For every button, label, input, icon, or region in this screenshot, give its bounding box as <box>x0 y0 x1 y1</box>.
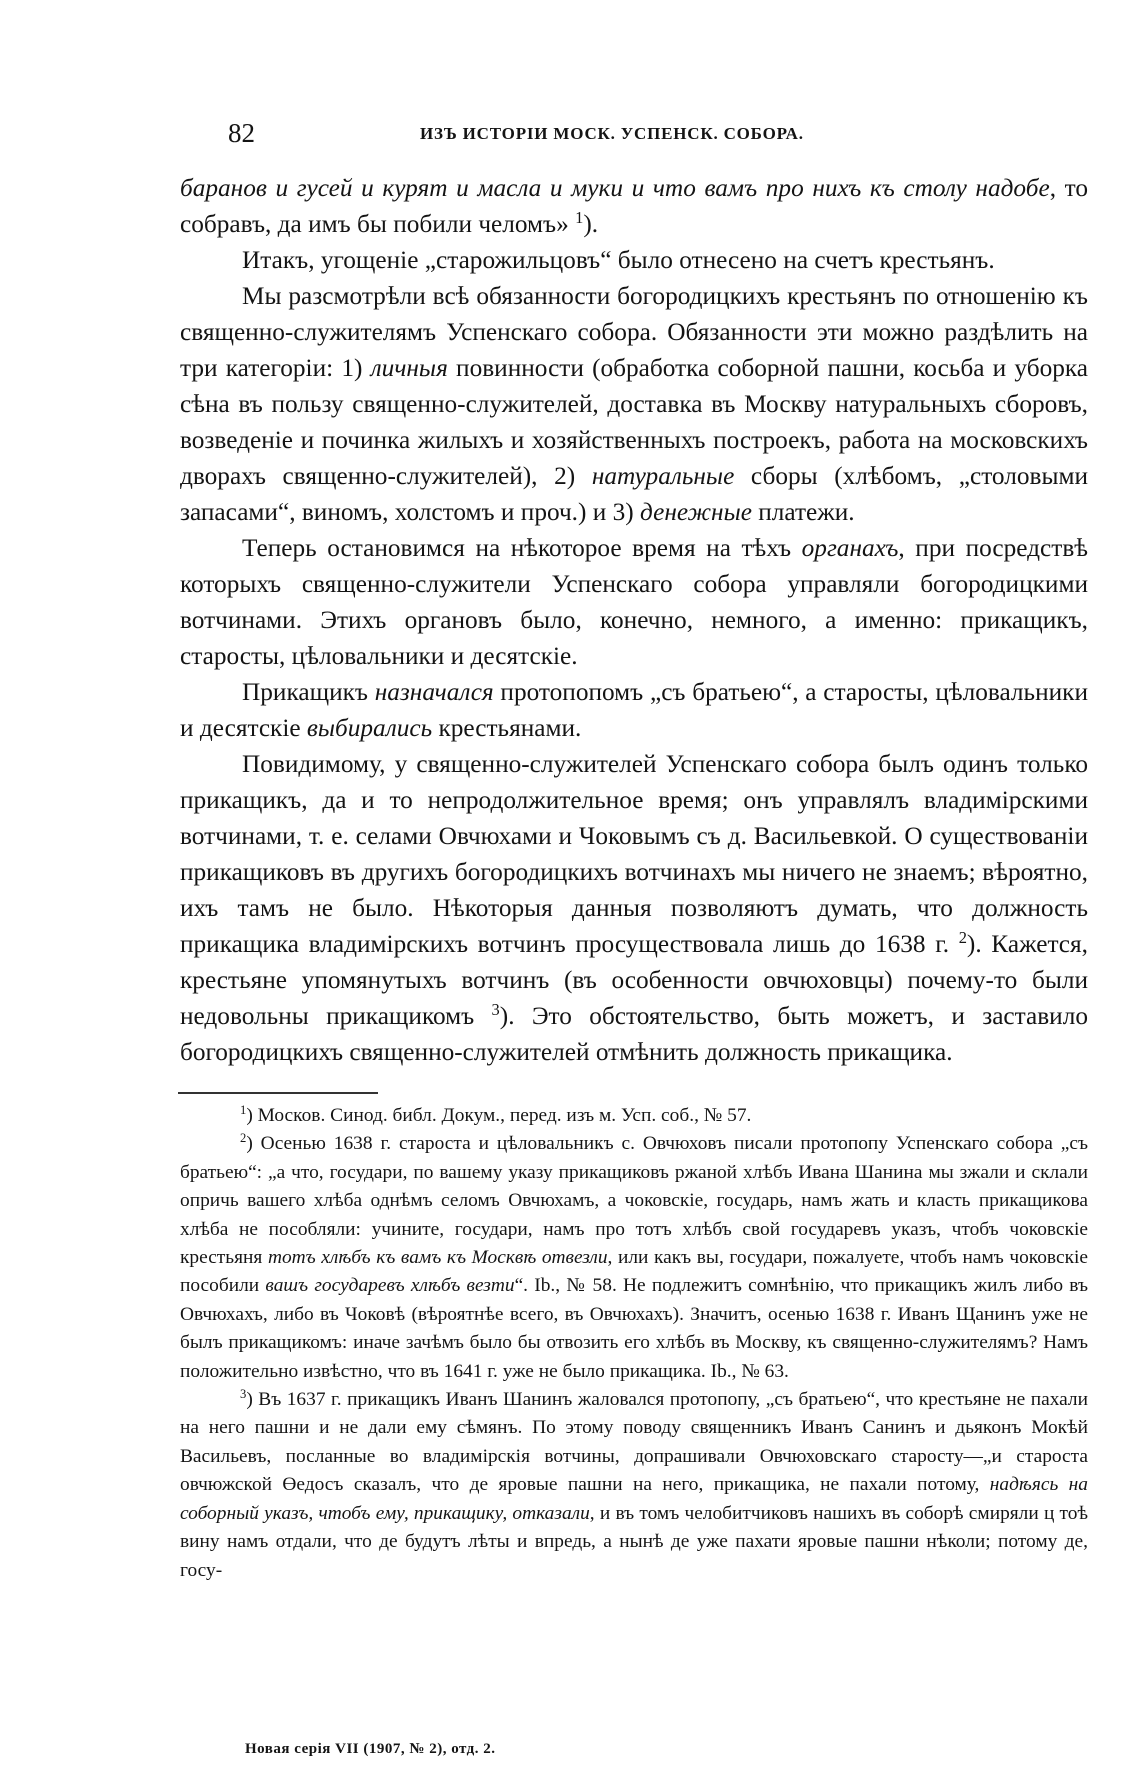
emphasis: вашъ государевъ хлѣбъ везти <box>265 1275 515 1297</box>
footnote-2: $^2$) Осенью 1638 г. староста и цѣловальникъ с. Овчюховъ писали протопопу Успенскаго собора „съ братьею“: „а что, государи, по вашему указу прикащиковъ ржаной хлѣбъ Ивана Шанина мы зжали и склали опричь вашего хлѣба однѣмъ селомъ Овчюхамъ, а чоковскіе, государь, намъ жать и класть прикащикова хлѣба не пособляли: учините, государи, намъ про тотъ хлѣбъ свой государевъ указъ, чтобъ чоковскіе крестьяня тотъ хлѣбъ къ вамъ къ Москвѣ отвезли, или какъ вы, государи, пожалуете, чтобъ намъ чоковскіе пособили вашъ государевъ хлѣбъ везти“. Ib., № 58. Не подлежитъ сомнѣнію, что прикащикъ жилъ либо въ Овчюхахъ, либо въ Чоковѣ (вѣроятнѣе всего, въ Овчюхахъ). Значитъ, осенью 1638 г. Иванъ Щанинъ уже не былъ прикащикомъ: иначе зачѣмъ было бы отвозить его хлѣбъ въ Москву, къ священно-служителямъ? Намъ положительно извѣстно, что въ 1641 г. уже не было прикащика. Ib., № 63. <box>180 1131 1088 1382</box>
paragraph-4: Теперь остановимся на нѣкоторое время на тѣхъ органахъ, при посредствѣ которыхъ священно-служители Успенскаго собора управляли богородицкими вотчинами. Этихъ органовъ было, конечно, немного, а именно: прикащикъ, старосты, цѣловальники и десятскіе. <box>180 534 1088 670</box>
printer-signature: Новая серія VII (1907, № 2), отд. 2. <box>245 1741 496 1757</box>
emphasis: натуральные <box>591 462 735 490</box>
paragraph-1: баранов и гусей и курят и масла и муки и что вамъ про нихъ къ столу надобе, то собравъ, да имъ бы побили челомъ» $^1$). <box>180 174 1088 238</box>
emphasis: назначался <box>374 678 494 706</box>
emphasis: личныя <box>370 354 448 382</box>
body-text <box>180 170 1088 1070</box>
emphasis: надѣясь на соборный указъ, чтобъ ему, прикащику, отказали <box>180 1474 1088 1524</box>
emphasis: денежные <box>640 498 752 526</box>
running-head <box>0 118 1140 158</box>
emphasis: органахъ <box>801 534 899 562</box>
footnote-divider <box>178 1092 378 1094</box>
emphasis: тотъ хлѣбъ къ вамъ къ Москвѣ отвезли <box>267 1247 608 1269</box>
paragraph-5: Прикащикъ назначался протопопомъ „съ братьею“, а старосты, цѣловальники и десятскіе выбирались крестьянами. <box>180 678 1088 742</box>
footnote-3: $^3$) Въ 1637 г. прикащикъ Иванъ Шанинъ жаловался протопопу, „съ братьею“, что крестьяне не пахали на него пашни и не дали ему сѣмянъ. По этому поводу священникъ Иванъ Санинъ и дьяконъ Мокѣй Васильевъ, посланные во владимірскія вотчины, допрашивали Овчюховскаго старосту—„и староста овчюжской Өедосъ сказалъ, что де яровые пашни на него, прикащика, не пахали потому, надѣясь на соборный указъ, чтобъ ему, прикащику, отказали, и въ томъ челобитчиковъ нашихъ въ соборѣ смиряли ц тоѣ вину намъ отдали, что де будутъ лѣты и впредь, а нынѣ де уже пахати яровые пашни нѣколи; потому де, госу- <box>180 1387 1088 1581</box>
emphasis: выбирались <box>306 714 433 742</box>
quote-italic: баранов и гусей и курят и масла и муки и что вамъ про нихъ къ столу надобе <box>180 174 1050 202</box>
footnote-1: $^1$) Москов. Синод. библ. Докум., перед. изъ м. Усп. соб., № 57. <box>240 1103 752 1126</box>
footnote-ref-1: 1 <box>575 207 584 227</box>
running-head-title: ИЗЪ ИСТОРІИ МОСК. УСПЕНСК. СОБОРА. <box>420 124 804 143</box>
page-number: 82 <box>228 118 255 148</box>
paragraph-2: Итакъ, угощеніе „старожильцовъ“ было отнесено на счетъ крестьянъ. <box>242 246 995 274</box>
footnotes <box>180 1102 1088 1585</box>
paragraph-3: Мы разсмотрѣли всѣ обязанности богородицкихъ крестьянъ по отношенію къ священно-служителямъ Успенскаго собора. Обязанности эти можно раздѣлить на три категоріи: 1) личныя повинности (обработка соборной пашни, косьба и уборка сѣна въ пользу священно-служителей, доставка въ Москву натуральныхъ сборовъ, возведеніе и починка жилыхъ и хозяйственныхъ построекъ, работа на московскихъ дворахъ священно-служителей), 2) натуральные сборы (хлѣбомъ, „столовыми запасами“, виномъ, холстомъ и проч.) и 3) денежные платежи. <box>180 282 1089 526</box>
footnote-ref-2: 2 <box>958 927 967 947</box>
footnote-ref-3: 3 <box>491 999 500 1019</box>
paragraph-6: Повидимому, у священно-служителей Успенскаго собора былъ одинъ только прикащикъ, да и то непродолжительное время; онъ управлялъ владимірскими вотчинами, т. е. селами Овчюхами и Чоковымъ съ д. Васильевкой. О существованіи прикащиковъ въ другихъ богородицкихъ вотчинахъ мы ничего не знаемъ; вѣроятно, ихъ тамъ не было. Нѣкоторыя данныя позволяютъ думать, что должность прикащика владимірскихъ вотчинъ просуществовала лишь до 1638 г. $^2$). Кажется, крестьяне упомянутыхъ вотчинъ (въ особенности овчюховцы) почему-то были недовольны прикащикомъ $^3$). Это обстоятельство, быть можетъ, и заставило богородицкихъ священно-служителей отмѣнить должность прикащика. <box>180 750 1088 1066</box>
